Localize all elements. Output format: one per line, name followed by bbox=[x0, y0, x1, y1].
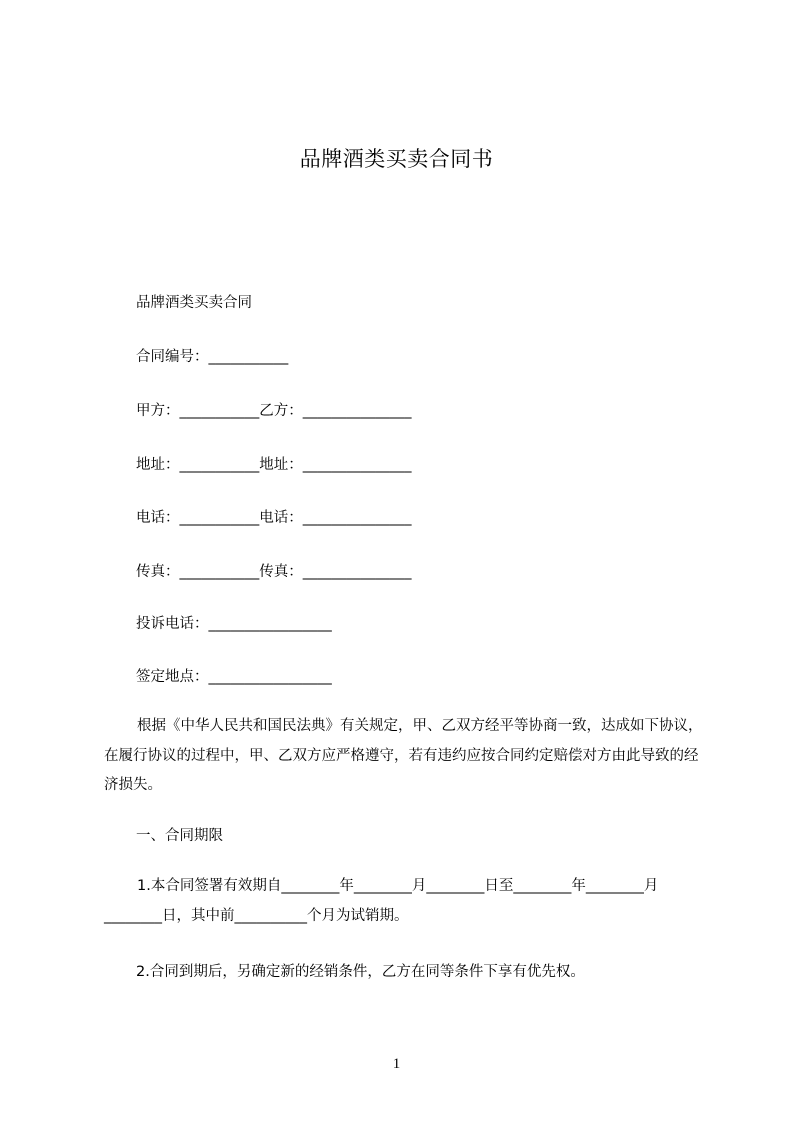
contract-subtitle: 品牌酒类买卖合同 bbox=[136, 295, 252, 311]
clause-1 bbox=[104, 872, 704, 931]
complaint-phone-line: 投诉电话：_________________ bbox=[136, 616, 332, 632]
sign-place-line: 签定地点：_________________ bbox=[136, 669, 332, 685]
intro-text: 根据《中华人民共和国民法典》有关规定，甲、乙双方经平等协商一致，达成如下协议，在履行协议的过程中，甲、乙双方应严格遵守，若有违约应按合同约定赔偿对方由此导致的经济损失。 bbox=[104, 718, 703, 793]
section-heading: 一、合同期限 bbox=[136, 828, 223, 844]
document-title: 品牌酒类买卖合同书 bbox=[299, 147, 494, 171]
address-line: 地址：___________地址：_______________ bbox=[136, 457, 412, 473]
phone-line: 电话：___________电话：_______________ bbox=[136, 510, 412, 526]
page-number: 1 bbox=[392, 1056, 401, 1072]
clause-1-text: 1.本合同签署有效期自________年________月________日至________年________月________日，其中前__________个月为试销期。 bbox=[104, 878, 659, 924]
fax-line: 传真：___________传真：_______________ bbox=[136, 564, 412, 580]
clause-2: 2.合同到期后，另确定新的经销条件，乙方在同等条件下享有优先权。 bbox=[136, 964, 585, 980]
intro-paragraph bbox=[104, 712, 704, 801]
parties-line: 甲方：___________乙方：_______________ bbox=[136, 403, 412, 419]
contract-number-line: 合同编号：___________ bbox=[136, 349, 289, 365]
